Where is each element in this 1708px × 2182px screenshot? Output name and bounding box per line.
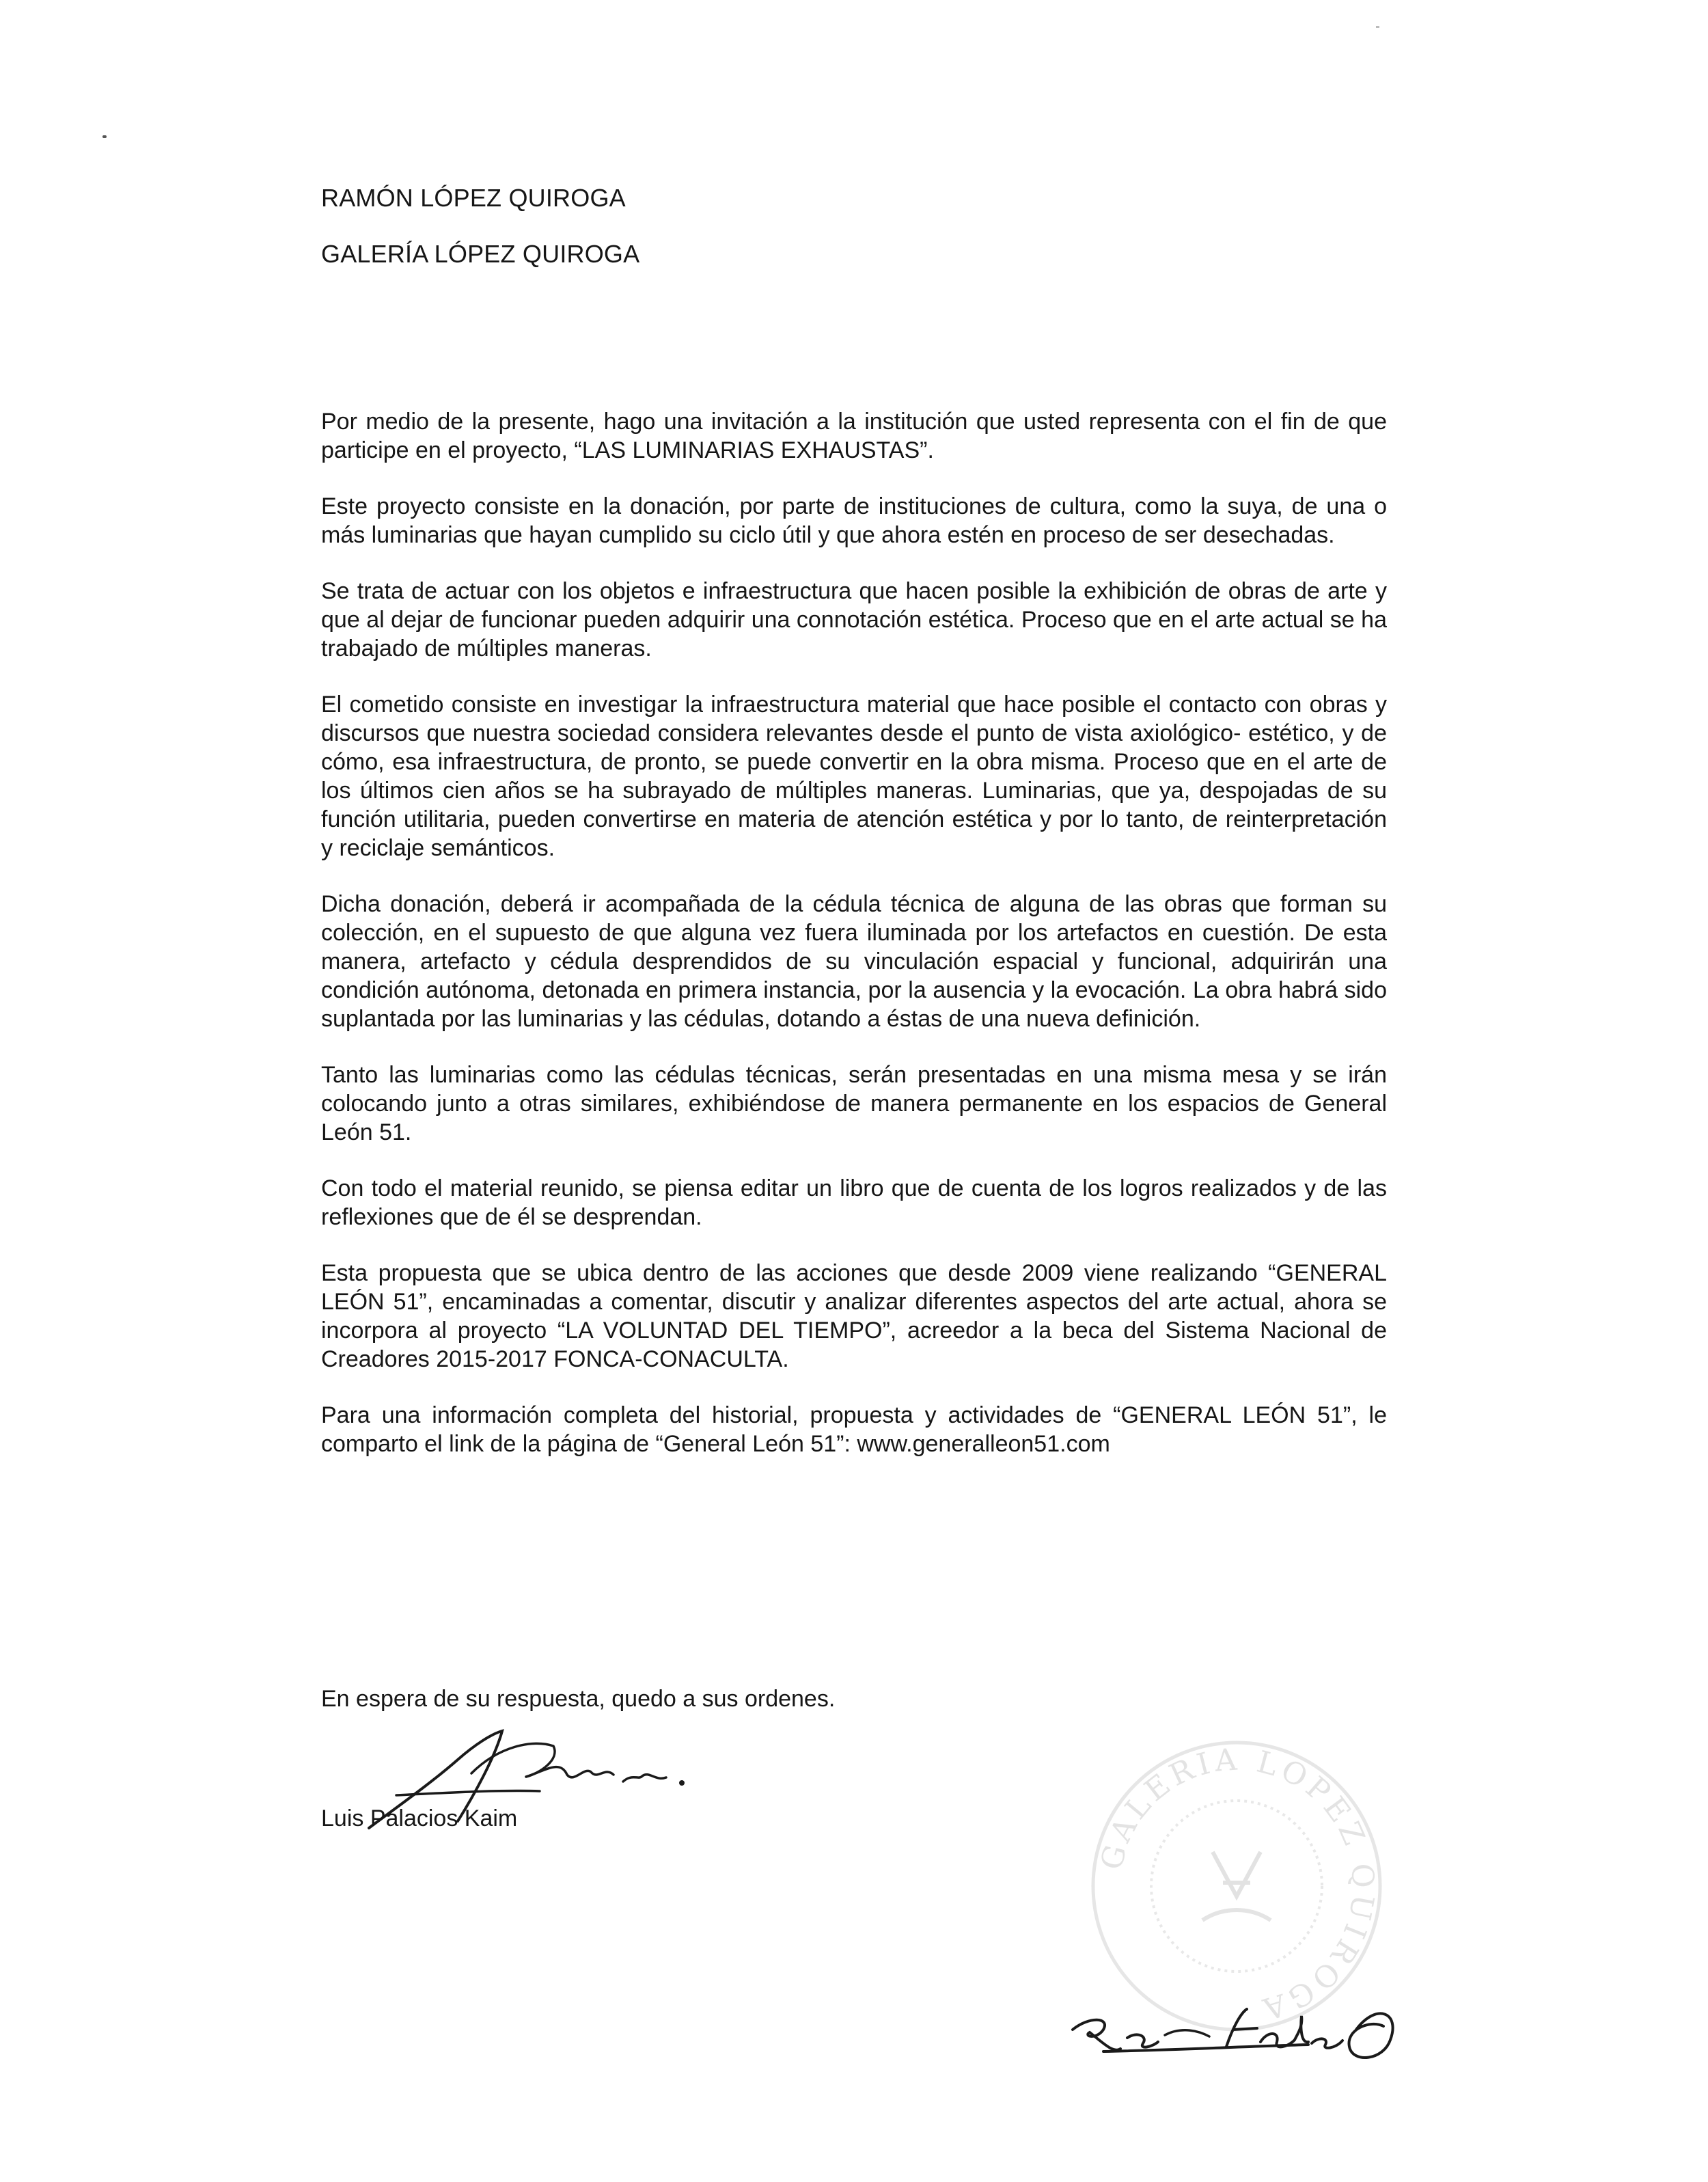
- signature-lopez: [1062, 1989, 1404, 2084]
- recipient-institution: GALERÍA LÓPEZ QUIROGA: [321, 240, 640, 268]
- scan-speck: [102, 135, 107, 138]
- paragraph-context: Esta propuesta que se ubica dentro de las acciones que desde 2009 viene realizando “GENERAL LEÓN 51”, encaminadas a comentar, discutir y analizar diferentes aspectos del arte actual, ahora se incorpora al proyecto “LA VOLUNTAD DEL TIEMPO”, acreedor a la beca del Sistema Nacional de Creadores 2015-2017 FONCA-CONACULTA.: [321, 1260, 1387, 1372]
- letter-header: [321, 183, 639, 295]
- paragraph-exhibition: Tanto las luminarias como las cédulas técnicas, serán presentadas en una misma mesa y se irán colocando junto a otras similares, exhibiéndose de manera permanente en los espacios de General León 51.: [321, 1062, 1387, 1145]
- letter-body: [321, 407, 1387, 1486]
- recipient-name: RAMÓN LÓPEZ QUIROGA: [321, 184, 626, 212]
- signer-name: Luis Palacios Kaim: [321, 1805, 518, 1831]
- closing-line: En espera de su respuesta, quedo a sus ordenes.: [321, 1686, 836, 1712]
- paragraph-purpose: El cometido consiste en investigar la infraestructura material que hace posible el contacto con obras y discursos que nuestra sociedad considera relevantes desde el punto de vista axiológico- estético, y de cómo, esa infraestructura, de pronto, se puede convertir en la obra misma. Proceso que en el arte de los últimos cien años se ha subrayado de múltiples maneras. Luminarias, que ya, despojadas de su función utilitaria, pueden convertirse en materia de atención estética y por lo tanto, de reinterpretación y reciclaje semánticos.: [321, 692, 1387, 861]
- paragraph-book: Con todo el material reunido, se piensa editar un libro que de cuenta de los logros realizados y de las reflexiones que de él se desprendan.: [321, 1175, 1387, 1230]
- paragraph-objects: Se trata de actuar con los objetos e infraestructura que hacen posible la exhibición de obras de arte y que al dejar de funcionar pueden adquirir una connotación estética. Proceso que en el arte actual se ha trabajado de múltiples maneras.: [321, 578, 1387, 662]
- paragraph-project-description: Este proyecto consiste en la donación, por parte de instituciones de cultura, como la suya, de una o más luminarias que hayan cumplido su ciclo útil y que ahora estén en proceso de ser desechadas.: [321, 493, 1387, 548]
- seal-text: GALERIA LOPEZ QUIROGA: [1094, 1742, 1381, 2028]
- paragraph-invitation: Por medio de la presente, hago una invitación a la institución que usted representa con el fin de que participe en el proyecto, “LAS LUMINARIAS EXHAUSTAS”.: [321, 409, 1387, 463]
- paragraph-link: Para una información completa del historial, propuesta y actividades de “GENERAL LEÓN 51”, le comparto el link de la página de “General León 51”: www.generalleon51.com: [321, 1402, 1387, 1457]
- paragraph-donation: Dicha donación, deberá ir acompañada de la cédula técnica de alguna de las obras que forman su colección, en el supuesto de que alguna vez fuera iluminada por los artefactos en cuestión. De esta manera, artefacto y cédula desprendidos de su vinculación espacial y funcional, adquirirán una condición autónoma, detonada en primera instancia, por la ausencia y la evocación. La obra habrá sido suplantada por las luminarias y las cédulas, dotando a éstas de una nueva definición.: [321, 891, 1387, 1032]
- scan-speck: [1376, 26, 1379, 28]
